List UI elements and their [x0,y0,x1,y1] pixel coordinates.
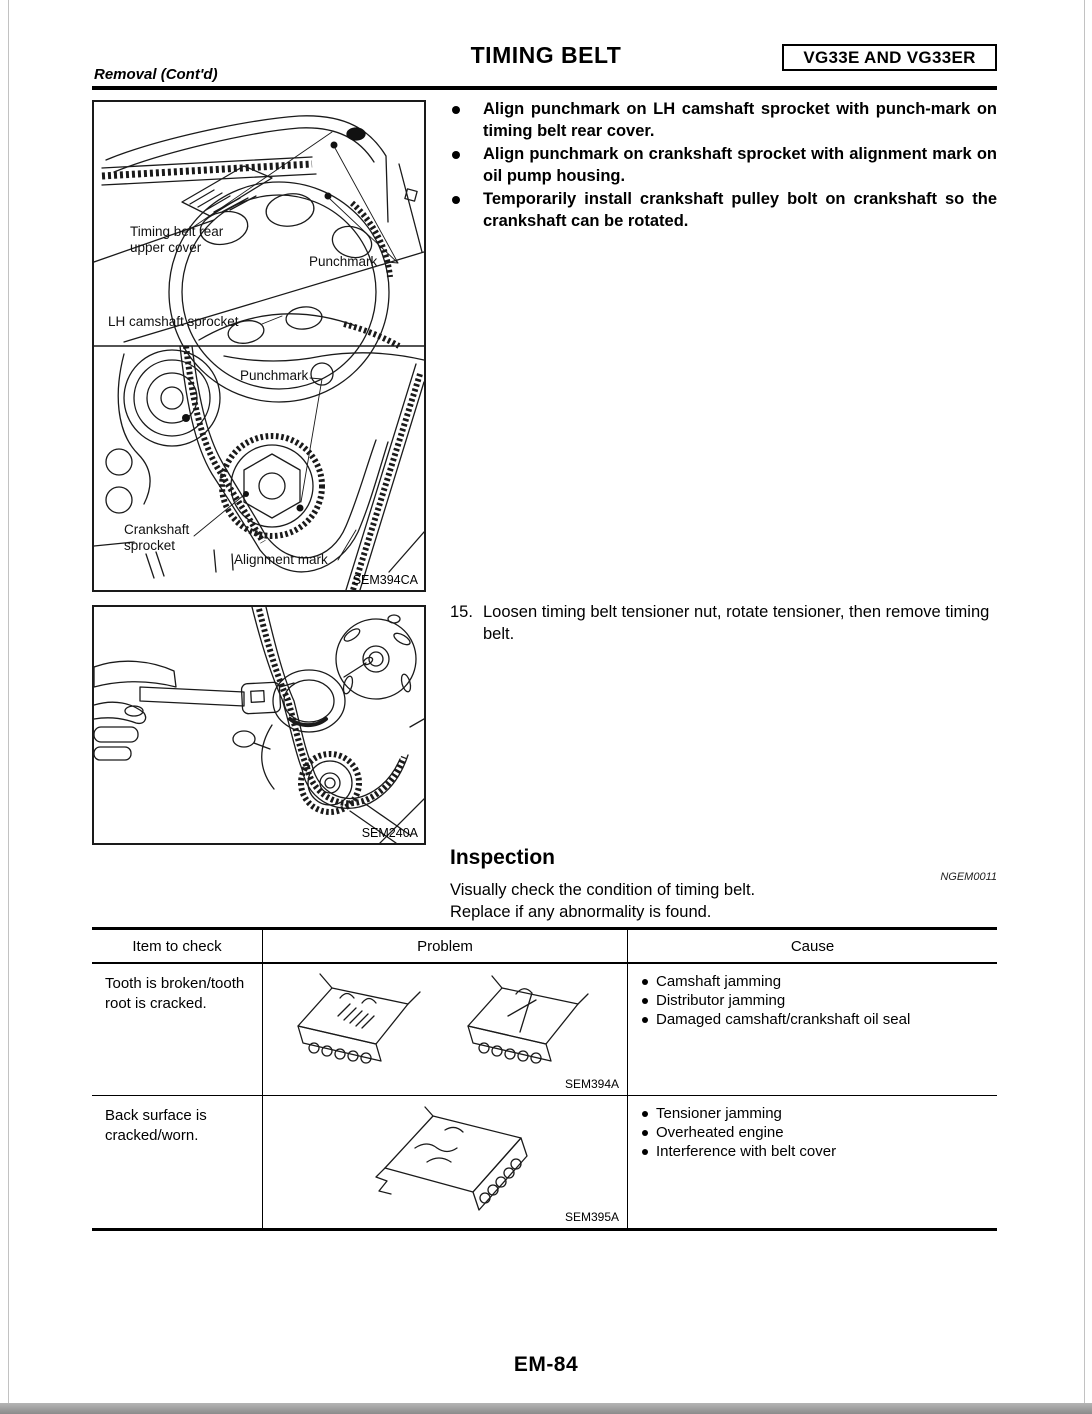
problem-figure-caption: SEM394A [564,1077,619,1091]
step-text: Loosen timing belt tensioner nut, rotate tensioner, then remove timing belt. [483,603,990,643]
figure1-label-punchmark-lower: Punchmark [240,368,309,383]
figure-tensioner-removal [92,605,426,845]
figure1-label-lh-cam: LH camshaft sprocket [108,314,239,329]
step-15 [450,601,997,645]
figure1-label-cover: Timing belt rear upper cover [130,224,224,255]
problem-cell [262,1096,627,1228]
figure1-label-alignment: Alignment mark [234,552,328,567]
bullet-text: Align punchmark on LH camshaft sprocket with punch-mark on timing belt rear cover. [483,100,997,140]
broken-tooth-figure [280,968,610,1080]
cause-text: Interference with belt cover [656,1143,837,1160]
table-header-cause: Cause [627,930,997,964]
figure1-caption: SEM394CA [352,573,418,587]
header-rule [92,86,997,90]
page-number: EM-84 [513,1353,579,1376]
bullet-item [450,98,997,142]
page-title: TIMING BELT [470,42,622,68]
figure1-label-crank: Crankshaft sprocket [124,522,190,553]
section-label: Removal (Cont'd) [94,66,218,83]
inspection-table [92,927,997,1231]
bullet-item [450,143,997,187]
cause-bullet-icon [636,1123,656,1142]
table-header-item: Item to check [92,930,262,964]
problem-cell [262,964,627,1096]
cause-bullet-icon [636,1010,656,1029]
cause-text: Damaged camshaft/crankshaft oil seal [656,1011,911,1028]
inspection-line: Replace if any abnormality is found. [450,903,712,921]
step-number: 15. [450,603,473,621]
inspection-code: NGEM0011 [940,871,997,883]
figure2-caption: SEM240A [361,826,418,840]
cause-text: Distributor jamming [656,992,786,1009]
bullet-text: Temporarily install crankshaft pulley bolt on crankshaft so the crankshaft can be rotated. [483,190,997,230]
table-row [92,1096,997,1228]
cause-text: Tensioner jamming [656,1105,782,1122]
figure1-label-punchmark-upper: Punchmark [309,254,378,269]
cause-bullet-icon [636,1104,656,1123]
bullet-icon [450,98,483,142]
bullet-item [450,188,997,232]
inspection-body [450,879,997,923]
item-cell: Tooth is broken/tooth root is cracked. [92,964,262,1096]
cause-cell [627,1096,997,1228]
cause-text: Camshaft jamming [656,973,782,990]
cause-text: Overheated engine [656,1124,784,1141]
problem-figure-caption: SEM395A [564,1210,619,1224]
cause-bullet-icon [636,991,656,1010]
cause-cell [627,964,997,1096]
table-row [92,964,997,1096]
engine-badge: VG33E AND VG33ER [782,44,997,71]
page-right-edge [1084,0,1085,1403]
timing-marks-illustration [94,102,424,590]
figure-timing-marks [92,100,426,592]
bullet-icon [450,188,483,232]
bottom-scrollbar[interactable] [0,1403,1092,1414]
item-cell: Back surface is cracked/worn. [105,1107,207,1144]
inspection-heading: Inspection [450,846,556,869]
bullet-icon [450,143,483,187]
page-left-edge [8,0,9,1403]
cause-bullet-icon [636,972,656,991]
cause-bullet-icon [636,1142,656,1161]
inspection-line: Visually check the condition of timing belt. [450,881,756,899]
table-header-problem: Problem [262,930,627,964]
table-header-row [92,930,997,964]
bullet-list [450,98,997,233]
tensioner-removal-illustration [94,607,424,843]
cracked-back-figure [280,1100,610,1212]
bullet-text: Align punchmark on crankshaft sprocket with alignment mark on oil pump housing. [483,145,997,185]
